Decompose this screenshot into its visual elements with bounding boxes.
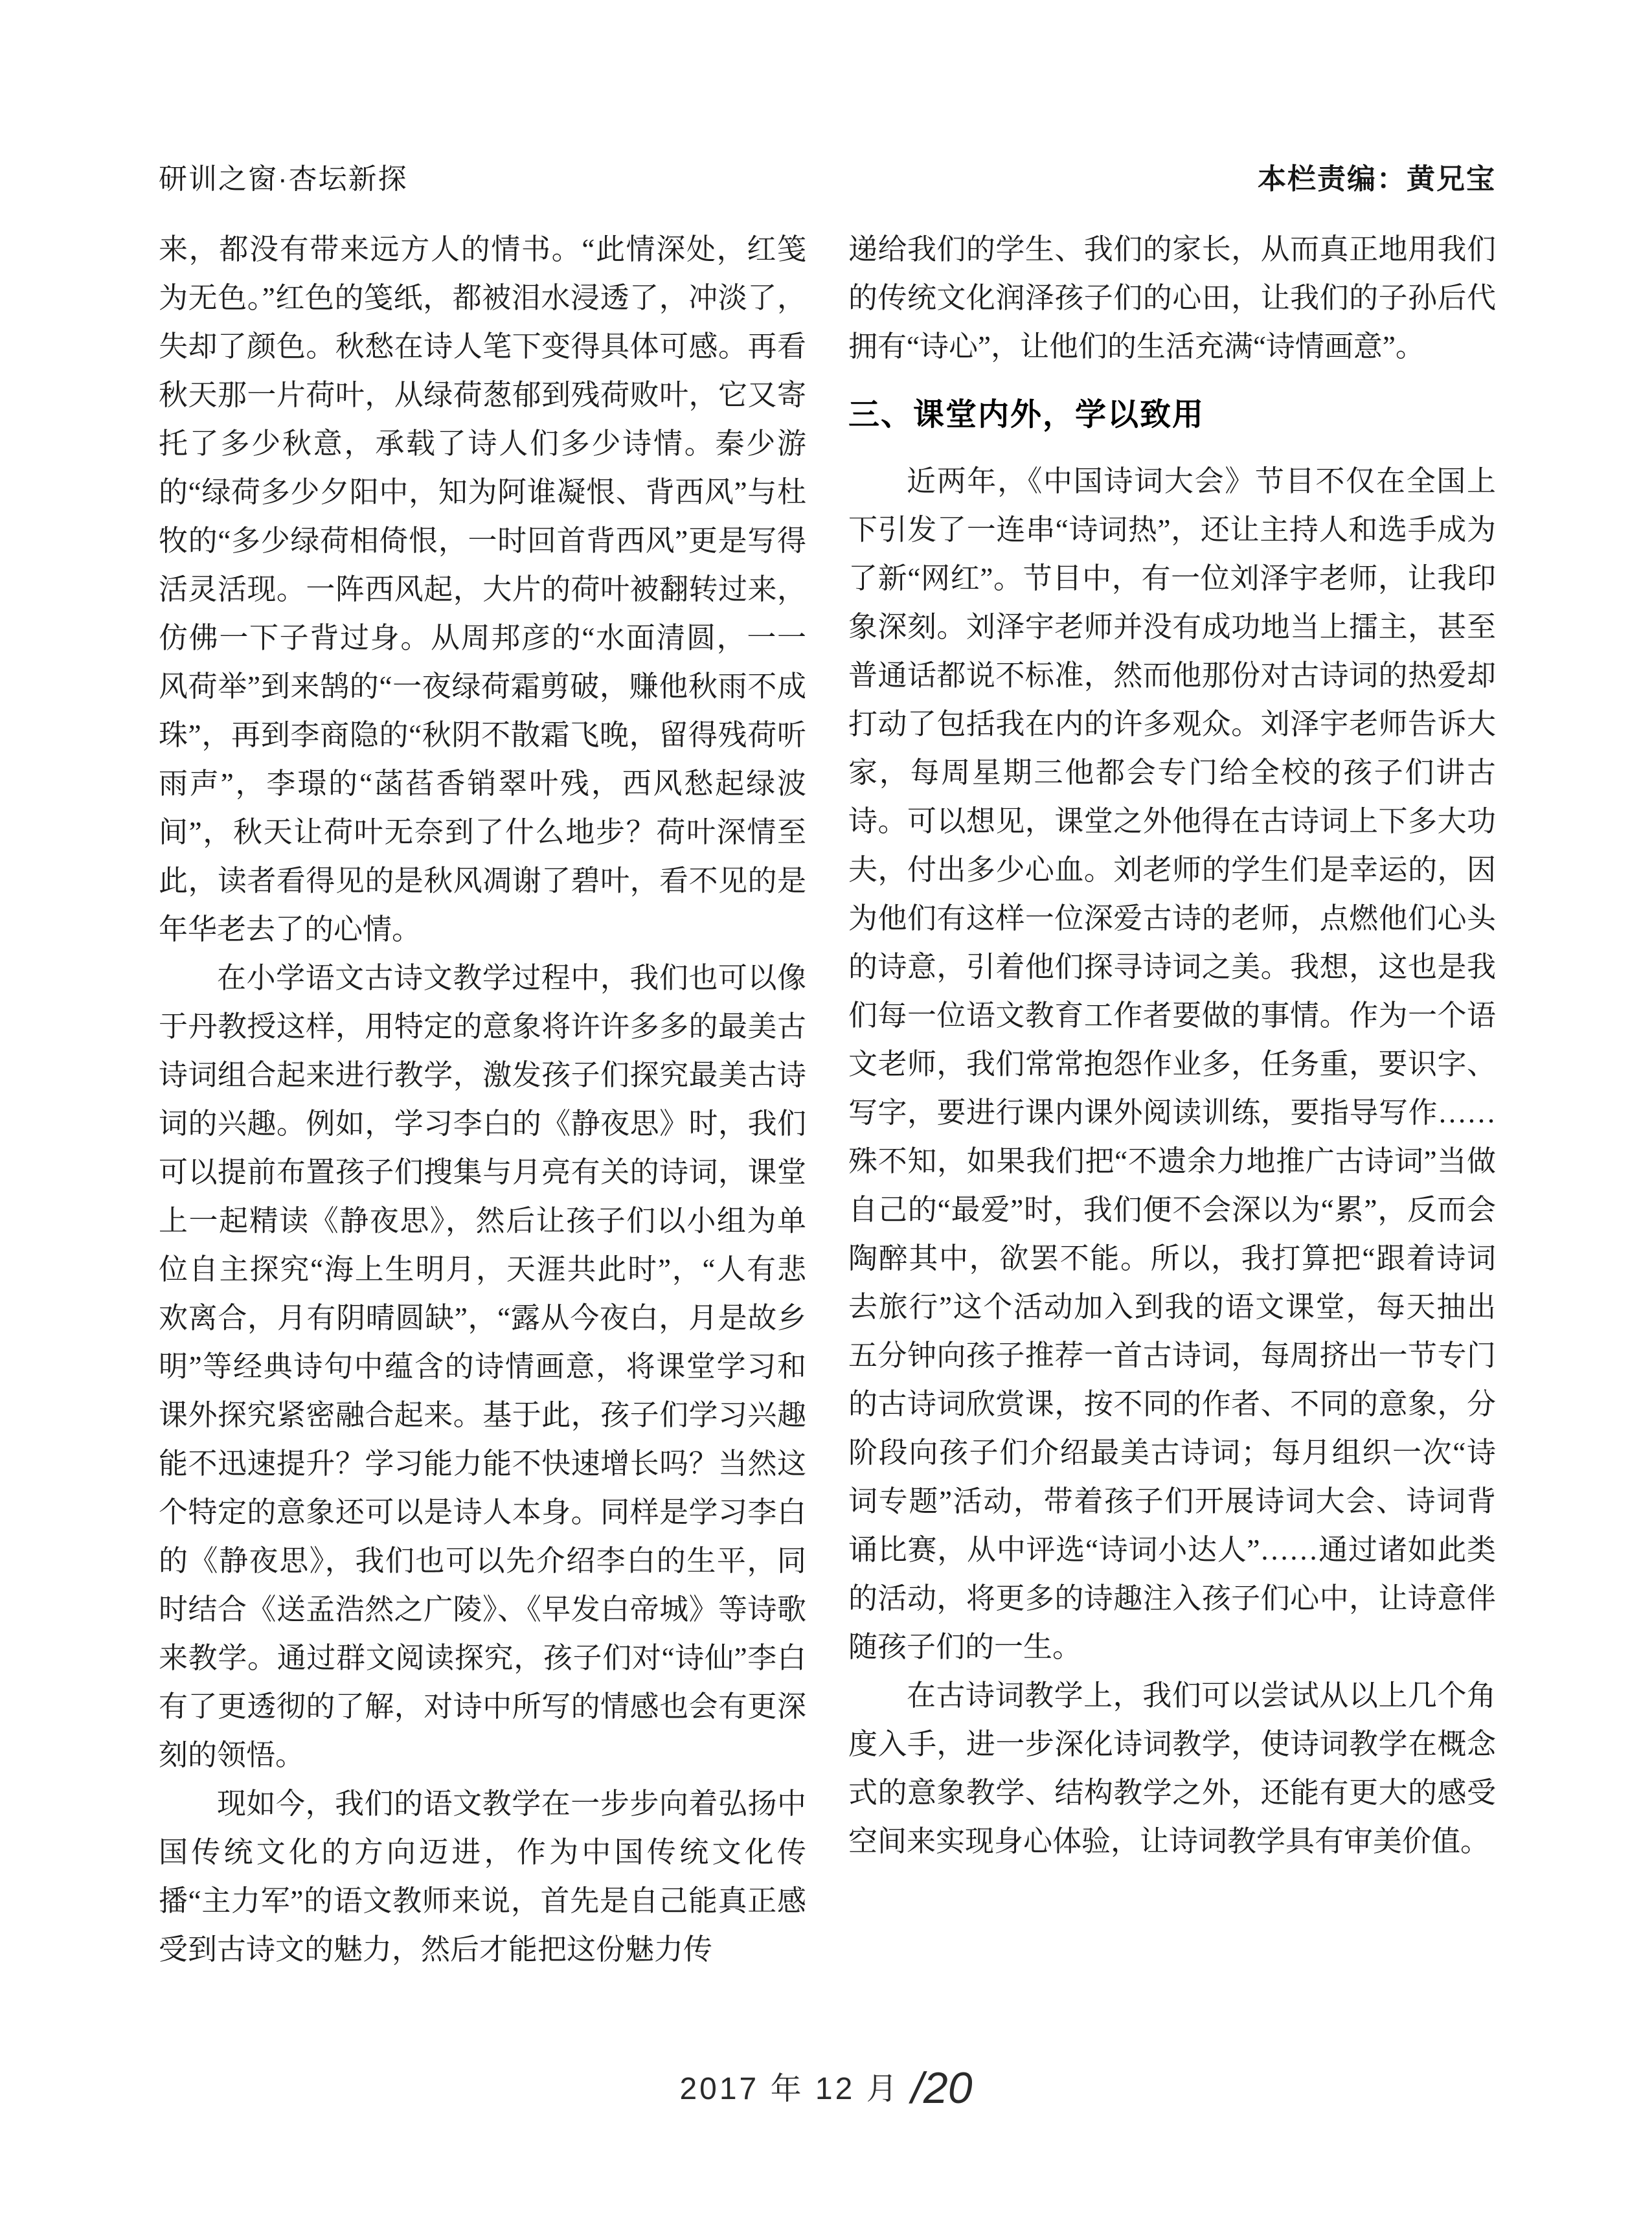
body-paragraph: 在古诗词教学上，我们可以尝试从以上几个角度入手，进一步深化诗词教学，使诗词教学在概念式的意象教学、结构教学之外，还能有更大的感受空间来实现身心体验，让诗词教学具有审美价值。	[848, 1679, 1496, 1857]
body-paragraph: 近两年，《中国诗词大会》节目不仅在全国上下引发了一连串“诗词热”，还让主持人和选手成为了新“网红”。节目中，有一位刘泽宇老师，让我印象深刻。刘泽宇老师并没有成功地当上擂主，甚至普通话都说不标准，然而他那份对古诗词的热爱却打动了包括我在内的许多观众。刘泽宇老师告诉大家，每周星期三他都会专门给全校的孩子们讲古诗。可以想见，课堂之外他得在古诗词上下多大功夫，付出多少心血。刘老师的学生们是幸运的，因为他们有这样一位深爱古诗的老师，点燃他们心头的诗意，引着他们探寻诗词之美。我想，这也是我们每一位语文教育工作者要做的事情。作为一个语文老师，我们常常抱怨作业多，任务重，要识字、写字，要进行课内课外阅读训练，要指导写作……殊不知，如果我们把“不遗余力地推广古诗词”当做自己的“最爱”时，我们便不会深以为“累”，反而会陶醉其中，欲罢不能。所以，我打算把“跟着诗词去旅行”这个活动加入到我的语文课堂，每天抽出五分钟向孩子推荐一首古诗词，每周挤出一节专门的古诗词欣赏课，按不同的作者、不同的意象，分阶段向孩子们介绍最美古诗词；每月组织一次“诗词专题”活动，带着孩子们开展诗词大会、诗词背诵比赛，从中评选“诗词小达人”……通过诸如此类的活动，将更多的诗趣注入孩子们心中，让诗意伴随孩子们的一生。	[848, 465, 1496, 1663]
body-paragraph: 现如今，我们的语文教学在一步步向着弘扬中国传统文化的方向迈进，作为中国传统文化传播“主力军”的语文教师来说，首先是自己能真正感受到古诗文的魅力，然后才能把这份魅力传	[159, 1788, 806, 1966]
left-text-column	[159, 225, 806, 1974]
page-header	[159, 155, 1496, 197]
header-section-title: 研训之窗·杏坛新探	[159, 163, 408, 195]
footer-page-number: /20	[911, 2063, 973, 2113]
footer-date: 2017 年 12 月	[679, 2072, 900, 2106]
section-heading: 三、课堂内外，学以致用	[848, 398, 1205, 432]
body-paragraph: 来，都没有带来远方人的情书。“此情深处，红笺为无色。”红色的笺纸，都被泪水浸透了，冲淡了，失却了颜色。秋愁在诗人笔下变得具体可感。再看秋天那一片荷叶，从绿荷葱郁到残荷败叶，它又寄托了多少秋意，承载了诗人们多少诗情。秦少游的“绿荷多少夕阳中，知为阿谁凝恨、背西风”与杜牧的“多少绿荷相倚恨，一时回首背西风”更是写得活灵活现。一阵西风起，大片的荷叶被翻转过来，仿佛一下子背过身。从周邦彦的“水面清圆，一一风荷举”到来鹄的“一夜绿荷霜剪破，赚他秋雨不成珠”，再到李商隐的“秋阴不散霜飞晚，留得残荷听雨声”，李璟的“菡萏香销翠叶残，西风愁起绿波间”，秋天让荷叶无奈到了什么地步？荷叶深情至此，读者看得见的是秋风凋谢了碧叶，看不见的是年华老去了的心情。	[159, 233, 806, 946]
header-editor-credit: 本栏责编：黄兄宝	[1258, 163, 1496, 195]
body-paragraph: 在小学语文古诗文教学过程中，我们也可以像于丹教授这样，用特定的意象将许许多多的最美古诗词组合起来进行教学，激发孩子们探究最美古诗词的兴趣。例如，学习李白的《静夜思》时，我们可以提前布置孩子们搜集与月亮有关的诗词，课堂上一起精读《静夜思》，然后让孩子们以小组为单位自主探究“海上生明月，天涯共此时”，“人有悲欢离合，月有阴晴圆缺”，“露从今夜白，月是故乡明”等经典诗句中蕴含的诗情画意，将课堂学习和课外探究紧密融合起来。基于此，孩子们学习兴趣能不迅速提升？学习能力能不快速增长吗？当然这个特定的意象还可以是诗人本身。同样是学习李白的《静夜思》，我们也可以先介绍李白的生平，同时结合《送孟浩然之广陵》、《早发白帝城》等诗歌来教学。通过群文阅读探究，孩子们对“诗仙”李白有了更透彻的了解，对诗中所写的情感也会有更深刻的领悟。	[159, 962, 806, 1771]
right-text-column	[848, 225, 1496, 1866]
page-footer	[0, 2063, 1652, 2113]
body-paragraph: 递给我们的学生、我们的家长，从而真正地用我们的传统文化润泽孩子们的心田，让我们的子孙后代拥有“诗心”，让他们的生活充满“诗情画意”。	[848, 233, 1496, 363]
